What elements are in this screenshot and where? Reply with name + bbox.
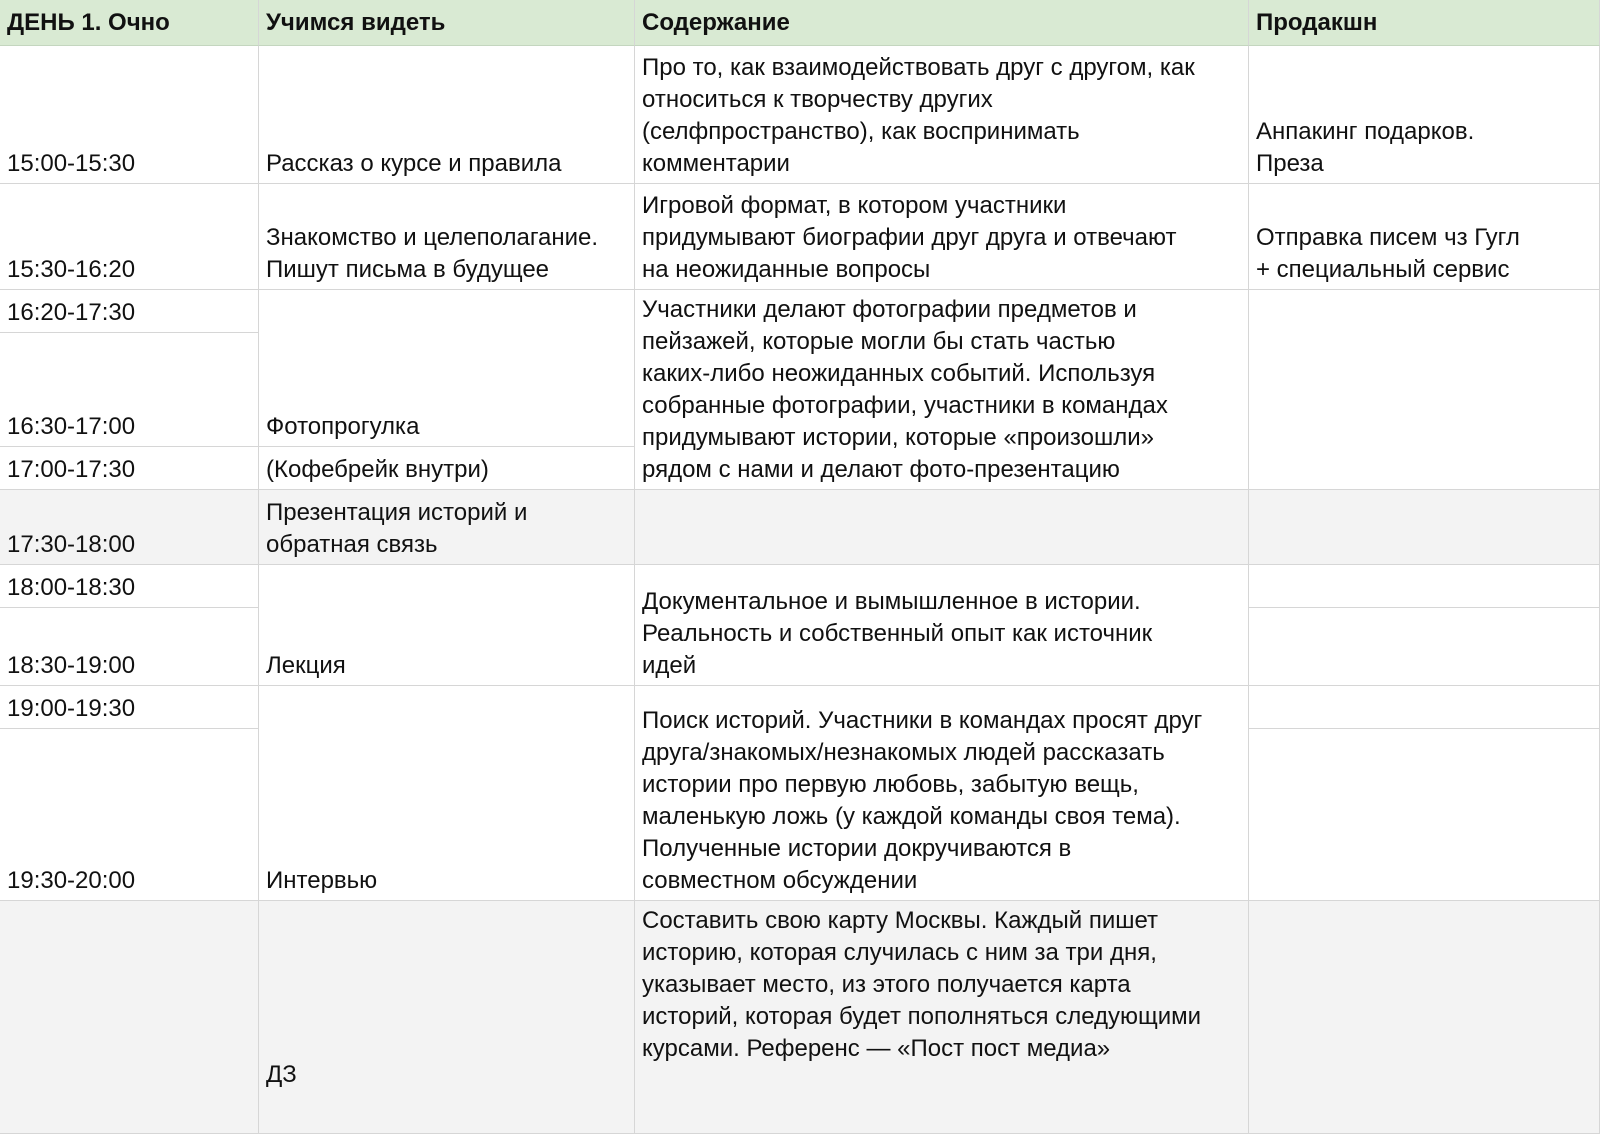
time-cell[interactable] <box>0 490 259 565</box>
time-cell-empty[interactable] <box>0 901 259 1134</box>
time-text: 18:30-19:00 <box>7 652 136 679</box>
time-cell[interactable] <box>0 46 259 184</box>
time-cell[interactable] <box>0 447 259 490</box>
time-text: 19:00-19:30 <box>7 695 136 722</box>
header-learning-text: Учимся видеть <box>266 8 446 36</box>
content-cell[interactable] <box>635 901 1249 1134</box>
topic-cell[interactable] <box>259 490 635 565</box>
content-cell[interactable] <box>635 46 1249 184</box>
content-text: Поиск историй. Участники в командах просят друг друга/знакомых/незнакомых людей рассказать истории про первую любовь, забытую вещь, маленькую ложь (у каждой команды своя тема). Полученные истории докручиваются в совместном обсуждении <box>642 707 1203 894</box>
content-cell[interactable] <box>635 686 1249 901</box>
time-cell[interactable] <box>0 565 259 608</box>
topic-text: Знакомство и целеполагание. Пишут письма в будущее <box>266 224 599 283</box>
topic-text: ДЗ <box>266 1061 297 1088</box>
production-cell-empty[interactable] <box>1249 608 1600 686</box>
topic-text: Интервью <box>266 867 378 894</box>
time-text: 15:00-15:30 <box>7 150 136 177</box>
production-cell-empty[interactable] <box>1249 565 1600 608</box>
time-cell[interactable] <box>0 608 259 686</box>
header-day-text: ДЕНЬ 1. Очно <box>7 8 170 36</box>
time-text: 17:00-17:30 <box>7 456 136 483</box>
content-cell[interactable] <box>635 290 1249 490</box>
topic-cell[interactable] <box>259 46 635 184</box>
time-text: 15:30-16:20 <box>7 256 136 283</box>
topic-cell[interactable] <box>259 184 635 290</box>
content-text: Игровой формат, в котором участники придумывают биографии друг друга и отвечают на неожиданные вопросы <box>642 192 1177 283</box>
topic-text: Лекция <box>266 652 346 679</box>
production-cell-empty[interactable] <box>1249 686 1600 729</box>
content-cell[interactable] <box>635 184 1249 290</box>
production-text: Анпакинг подарков. Преза <box>1256 118 1475 177</box>
topic-text: Рассказ о курсе и правила <box>266 150 562 177</box>
time-cell[interactable] <box>0 686 259 729</box>
time-cell[interactable] <box>0 290 259 333</box>
time-text: 19:30-20:00 <box>7 867 136 894</box>
topic-cell[interactable] <box>259 901 635 1134</box>
topic-text: (Кофебрейк внутри) <box>266 456 489 483</box>
production-text: Отправка писем чз Гугл + специальный сервис <box>1256 224 1520 283</box>
production-cell[interactable] <box>1249 46 1600 184</box>
content-text: Составить свою карту Москвы. Каждый пишет историю, которая случилась с ним за три дня, указывает место, из этого получается карта историй, которая будет пополняться следующими курсами. Референс — «Пост пост медиа» <box>642 907 1202 1062</box>
header-production-text: Продакшн <box>1256 8 1378 36</box>
time-cell[interactable] <box>0 729 259 901</box>
production-cell-empty[interactable] <box>1249 490 1600 565</box>
time-text: 18:00-18:30 <box>7 574 136 601</box>
topic-cell[interactable] <box>259 447 635 490</box>
time-cell[interactable] <box>0 333 259 447</box>
time-text: 16:20-17:30 <box>7 299 136 326</box>
content-text: Про то, как взаимодействовать друг с другом, как относиться к творчеству других (селфпространство), как воспринимать комментарии <box>642 54 1195 177</box>
topic-cell[interactable] <box>259 565 635 686</box>
topic-cell[interactable] <box>259 686 635 901</box>
topic-cell[interactable] <box>259 290 635 447</box>
header-learning[interactable] <box>259 0 635 46</box>
header-production[interactable] <box>1249 0 1600 46</box>
content-cell-empty[interactable] <box>635 490 1249 565</box>
header-content[interactable] <box>635 0 1249 46</box>
content-cell[interactable] <box>635 565 1249 686</box>
topic-text: Презентация историй и обратная связь <box>266 499 528 558</box>
time-text: 16:30-17:00 <box>7 413 136 440</box>
topic-text: Фотопрогулка <box>266 413 420 440</box>
time-cell[interactable] <box>0 184 259 290</box>
production-cell-empty[interactable] <box>1249 901 1600 1134</box>
header-content-text: Содержание <box>642 8 790 36</box>
content-text: Участники делают фотографии предметов и пейзажей, которые могли бы стать частью каких-либо неожиданных событий. Используя собранные фотографии, участники в командах придумывают истории, которые «произошли» рядом с нами и делают фото-презентацию <box>642 296 1168 483</box>
production-cell-empty[interactable] <box>1249 290 1600 490</box>
production-cell[interactable] <box>1249 184 1600 290</box>
time-text: 17:30-18:00 <box>7 531 136 558</box>
production-cell-empty[interactable] <box>1249 729 1600 901</box>
header-day[interactable] <box>0 0 259 46</box>
content-text: Документальное и вымышленное в истории. Реальность и собственный опыт как источник идей <box>642 588 1153 679</box>
